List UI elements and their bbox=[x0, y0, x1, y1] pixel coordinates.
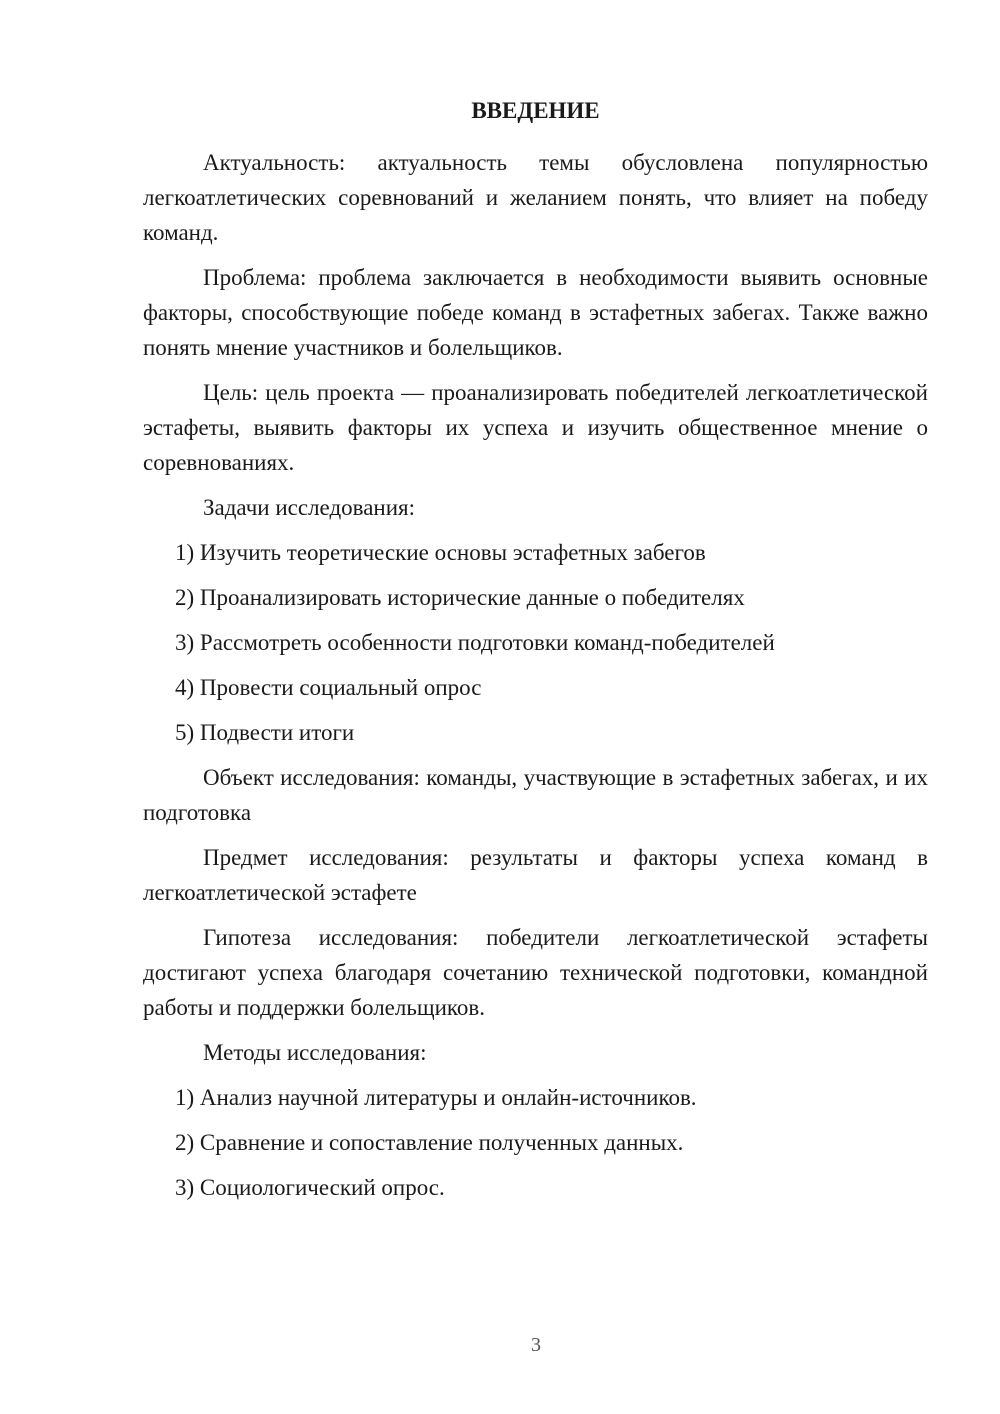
page-number: 3 bbox=[531, 1334, 541, 1356]
list-item: 1) Анализ научной литературы и онлайн-источников. bbox=[175, 1085, 697, 1110]
list-item: 5) Подвести итоги bbox=[175, 720, 355, 745]
list-item: 2) Проанализировать исторические данные о победителях bbox=[175, 585, 745, 610]
goal-paragraph: Цель: цель проекта — проанализировать победителей легкоатлетической эстафеты, выявить факторы их успеха и изучить общественное мнение о соревнованиях. bbox=[143, 380, 928, 475]
tasks-heading: Задачи исследования: bbox=[203, 495, 416, 520]
list-item: 2) Сравнение и сопоставление полученных данных. bbox=[175, 1130, 684, 1155]
object-paragraph: Объект исследования: команды, участвующие в эстафетных забегах, и их подготовка bbox=[143, 765, 928, 825]
methods-heading: Методы исследования: bbox=[203, 1040, 427, 1065]
list-item: 1) Изучить теоретические основы эстафетных забегов bbox=[175, 540, 706, 565]
list-item: 3) Рассмотреть особенности подготовки команд-победителей bbox=[175, 630, 775, 655]
page-content bbox=[143, 97, 928, 1215]
methods-list bbox=[143, 1080, 928, 1205]
list-item: 4) Провести социальный опрос bbox=[175, 675, 482, 700]
page-title: ВВЕДЕНИЕ bbox=[471, 98, 600, 123]
tasks-list bbox=[143, 535, 928, 750]
subject-paragraph: Предмет исследования: результаты и факторы успеха команд в легкоатлетической эстафете bbox=[143, 845, 928, 905]
hypothesis-paragraph: Гипотеза исследования: победители легкоатлетической эстафеты достигают успеха благодаря сочетанию технической подготовки, командной работы и поддержки болельщиков. bbox=[143, 925, 928, 1020]
relevance-paragraph: Актуальность: актуальность темы обусловлена популярностью легкоатлетических соревнований и желанием понять, что влияет на победу команд. bbox=[143, 150, 928, 245]
problem-paragraph: Проблема: проблема заключается в необходимости выявить основные факторы, способствующие победе команд в эстафетных забегах. Также важно понять мнение участников и болельщиков. bbox=[143, 265, 928, 360]
list-item: 3) Социологический опрос. bbox=[175, 1175, 445, 1200]
